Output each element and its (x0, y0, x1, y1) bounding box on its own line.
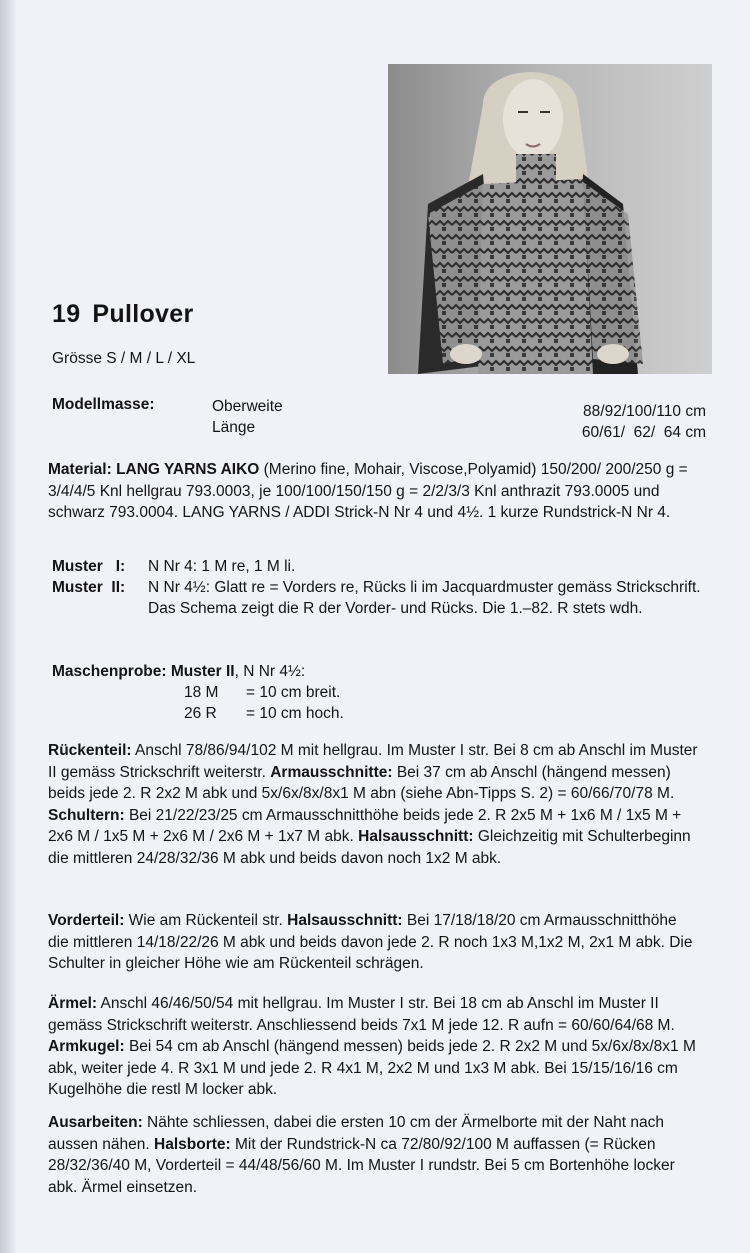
sleeves-text-2: Bei 54 cm ab Anschl (hängend messen) beids jede 2. R 2x2 M und 5x/6x/8x/8x1 M abk, weiter jede 4. R 3x1 M und jede 2. R 4x1 M, 2x2 M und 1x3 M abk. Bei 15/15/16/16 cm Kugelhöhe die restl M locker abk. (48, 1038, 696, 1098)
section-back (48, 740, 700, 869)
pattern-2-label: Muster II: (52, 579, 126, 596)
finishing-text-1: Nähte schliessen, dabei die ersten 10 cm der Ärmelborte mit der Naht nach aussen nähen. (48, 1114, 664, 1153)
gauge-needle: , N Nr 4½: (234, 663, 306, 680)
measurement-name-bust: Oberweite (212, 398, 283, 415)
front-text-2: Bei 17/18/18/20 cm Armausschnitthöhe die mittleren 14/18/22/26 M abk und beids davon jede 2. R noch 1x3 M,1x2 M, 2x1 M abk. Die Schulter in gleicher Höhe wie am Rückenteil schrägen. (48, 912, 693, 972)
page-binding-shadow (0, 0, 16, 1253)
neckband-label: Halsborte: (154, 1135, 231, 1153)
back-shoulders-label: Schultern: (48, 806, 125, 824)
sleeves-label: Ärmel: (48, 995, 98, 1012)
material-text: (Merino fine, Mohair, Viscose,Polyamid) 150/200/ 200/250 g = 3/4/4/5 Knl hellgrau 793.0003, je 100/100/150/150 g = 2/2/3/3 Knl anthrazit 793.0005 und schwarz 793.0004. LANG YARNS / ADDI Strick-N Nr 4 und 4½. 1 kurze Rundstrick-N Nr 4. (48, 461, 688, 521)
gauge-header (52, 661, 305, 682)
section-sleeves (48, 993, 700, 1101)
material-label: Material: (48, 461, 112, 478)
gauge-stitches: 18 M (184, 684, 219, 701)
measurement-values-length: 60/61/ 62/ 64 cm (581, 424, 706, 441)
section-front (48, 910, 700, 975)
back-text-3: Bei 21/22/23/25 cm Armausschnitthöhe beids jede 2. R 2x5 M + 1x6 M / 1x5 M + 2x6 M / 1x5 M + 2x6 M / 2x6 M + 1x7 M abk. (48, 806, 682, 845)
gauge-rows-result: = 10 cm hoch. (246, 705, 344, 722)
finishing-label: Ausarbeiten: (48, 1114, 143, 1131)
model-photo (388, 64, 712, 374)
sleeve-cap-label: Armkugel: (48, 1038, 125, 1055)
gauge-label: Maschenprobe: (52, 663, 167, 680)
back-armhole-label: Armausschnitte: (270, 763, 393, 781)
measurements-label: Modellmasse: (52, 396, 155, 413)
back-neckline-label: Halsausschnitt: (358, 828, 474, 845)
sleeves-text-1: Anschl 46/46/50/54 mit hellgrau. Im Muster I str. Bei 18 cm ab Anschl im Muster II gemäss Strickschrift weiterstr. Anschliessend beids 7x1 M jede 12. R aufn = 60/60/64/68 M. (48, 995, 675, 1034)
pattern-number: 19 (52, 300, 81, 328)
pullover-photo-illustration (388, 64, 712, 374)
gauge-pattern: Muster II (170, 663, 235, 680)
pattern-2-text: N Nr 4½: Glatt re = Vorders re, Rücks li im Jacquardmuster gemäss Strickschrift. Das Schema zeigt die R der Vorder- und Rücks. Die 1.–82. R stets wdh. (148, 579, 701, 617)
back-text-4: Gleichzeitig mit Schulterbeginn die mittleren 24/28/32/36 M abk und beids davon noch 1x2 M abk. (48, 828, 691, 867)
back-label: Rückenteil: (48, 742, 132, 759)
back-text-2: Bei 37 cm ab Anschl (hängend messen) beids jede 2. R 2x2 M abk und 5x/6x/8x/8x1 M abn (siehe Abn-Tipps S. 2) = 60/66/70/78 M. (48, 763, 675, 802)
measurement-name-length: Länge (212, 419, 256, 436)
material-paragraph (48, 459, 700, 524)
pattern-1-text: N Nr 4: 1 M re, 1 M li. (148, 558, 296, 575)
front-text-1: Wie am Rückenteil str. (124, 912, 288, 929)
front-neckline-label: Halsausschnitt: (287, 912, 403, 929)
measurement-values-bust: 88/92/100/110 cm (583, 403, 706, 420)
back-text-1: Anschl 78/86/94/102 M mit hellgrau. Im Muster I str. Bei 8 cm ab Anschl im Muster II gemäss Strickschrift weiterstr. (48, 742, 698, 781)
gauge-stitches-result: = 10 cm breit. (246, 684, 341, 701)
sizes-line: Grösse S / M / L / XL (52, 350, 196, 367)
pattern-title (52, 300, 193, 329)
finishing-text-2: Mit der Rundstrick-N ca 72/80/92/100 M auffassen (= Rücken 28/32/36/40 M, Vorderteil = 44/48/56/60 M. Im Muster I rundstr. Bei 5 cm Bortenhöhe locker abk. Ärmel einsetzen. (48, 1135, 675, 1196)
pattern-name: Pullover (92, 300, 194, 328)
pattern-1-label: Muster I: (52, 558, 126, 575)
section-finishing (48, 1112, 700, 1198)
material-yarn-brand: LANG YARNS AIKO (116, 461, 260, 478)
gauge-rows: 26 R (184, 705, 217, 722)
front-label: Vorderteil: (48, 912, 125, 929)
